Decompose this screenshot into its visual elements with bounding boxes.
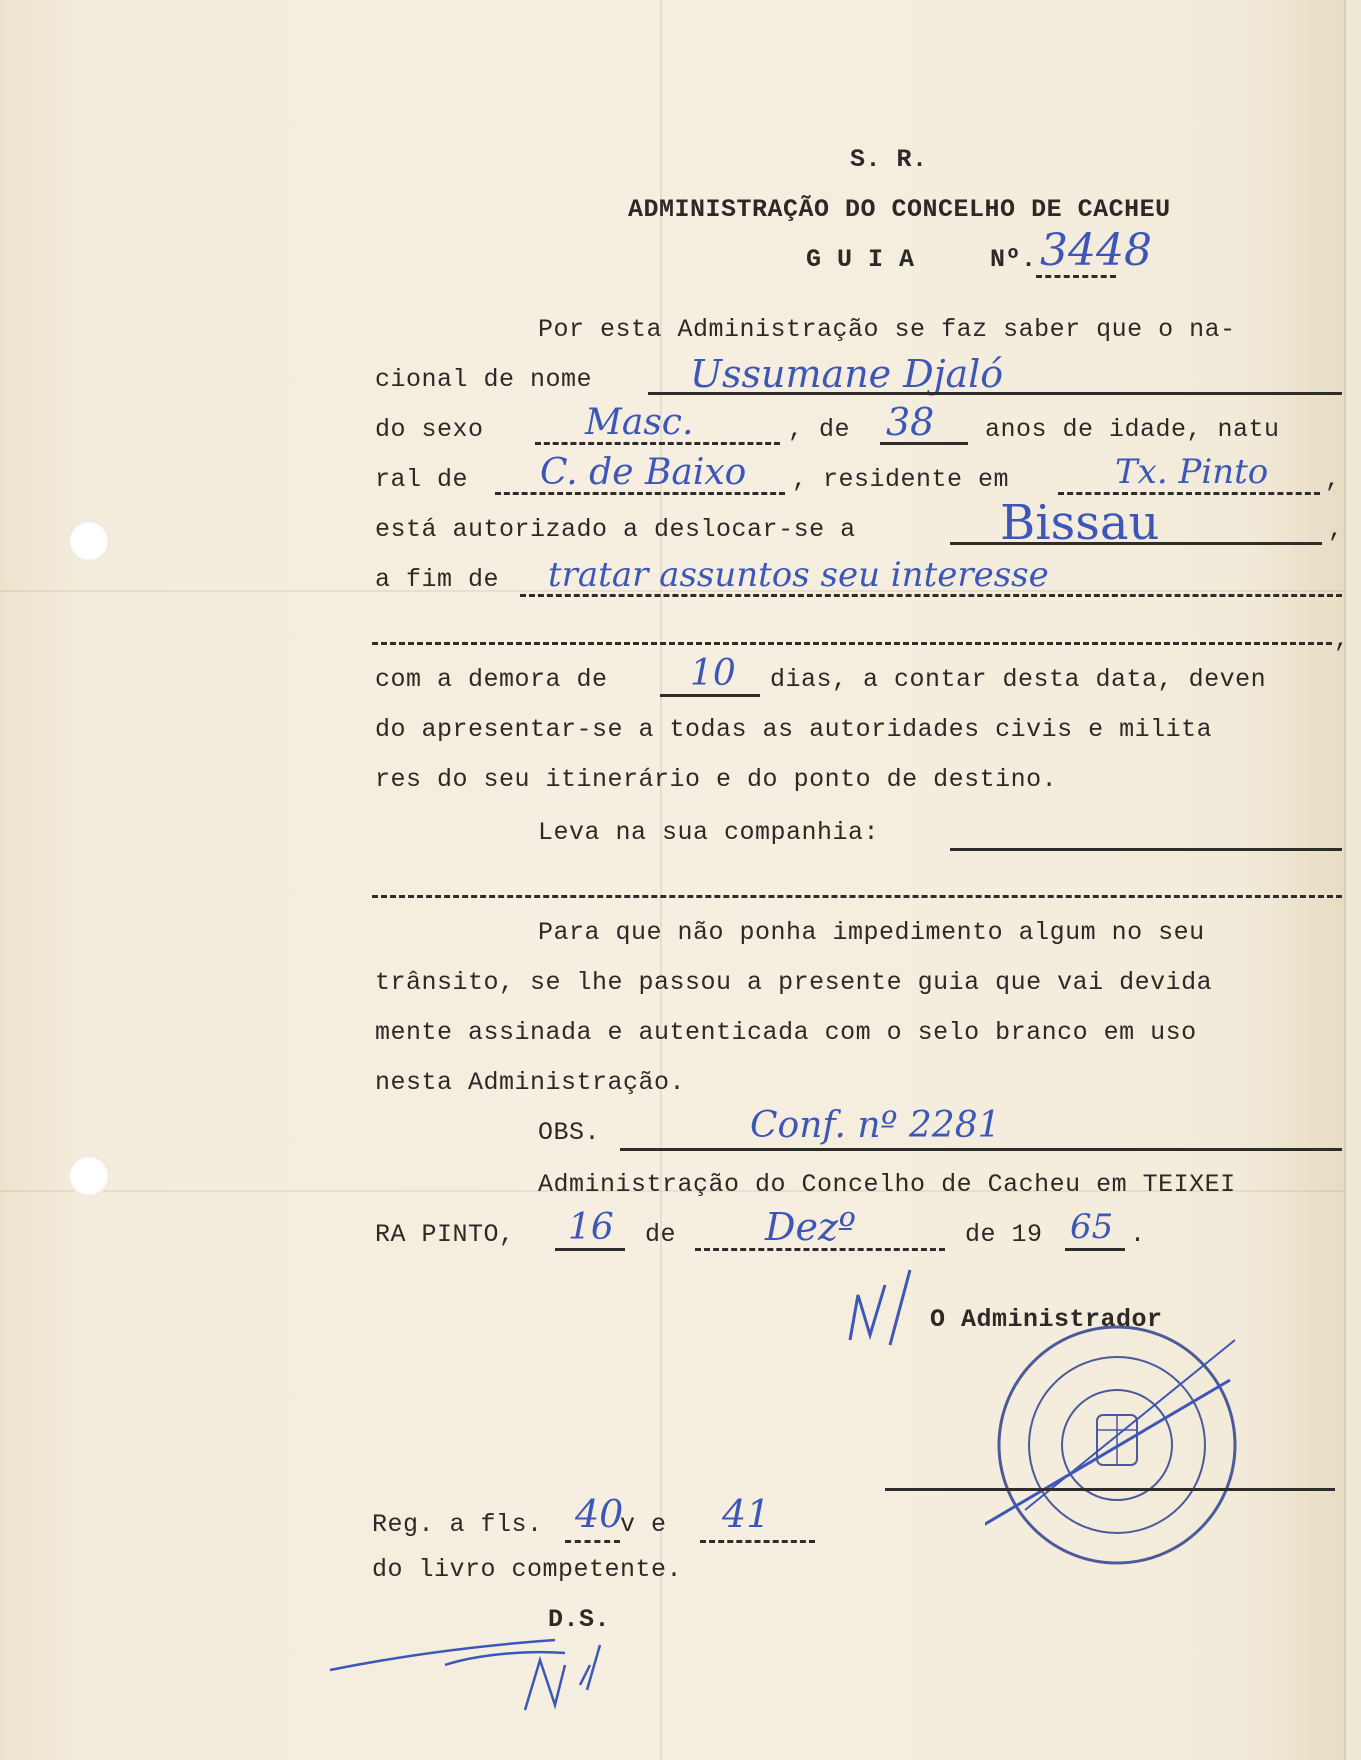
guia-number-line (1036, 275, 1116, 278)
body-line: do apresentar-se a todas as autoridades civis e milita (375, 715, 1213, 744)
body-line: Para que não ponha impedimento algum no seu (538, 918, 1205, 947)
days-label: com a demora de (375, 665, 608, 694)
day-value: 16 (568, 1207, 614, 1248)
place-label: RA PINTO, (375, 1220, 515, 1249)
destination-line (950, 542, 1322, 545)
purpose-label: a fim de (375, 565, 500, 594)
residence-label: , residente em (792, 465, 1010, 494)
purpose-line (520, 594, 1342, 597)
official-seal-stamp (985, 1320, 1250, 1570)
punch-hole (68, 520, 110, 562)
guia-label: G U I A (806, 245, 915, 274)
month-line (695, 1248, 945, 1251)
obs-label: OBS. (538, 1118, 601, 1147)
body-line: Por esta Administração se faz saber que o na- (538, 315, 1236, 344)
purpose-value: tratar assuntos seu interesse (548, 555, 1049, 595)
administrator-label: O Administrador (930, 1305, 1163, 1334)
company-label: Leva na sua companhia: (538, 818, 880, 847)
body-line: nesta Administração. (375, 1068, 686, 1097)
body-line: anos de idade, natu (985, 415, 1280, 444)
year-label: de 19 (965, 1220, 1043, 1249)
sex-value: Masc. (585, 402, 694, 443)
administrator-initials-signature (840, 1265, 920, 1355)
registry-page-1: 40 (575, 1492, 624, 1536)
origin-line (495, 492, 785, 495)
name-value: Ussumane Djaló (690, 352, 1004, 396)
residence-value: Tx. Pinto (1115, 452, 1269, 492)
obs-line (620, 1148, 1342, 1151)
days-line (660, 694, 760, 697)
header-sr: S. R. (850, 145, 928, 174)
sex-label: do sexo (375, 415, 484, 444)
header-administration: ADMINISTRAÇÃO DO CONCELHO DE CACHEU (628, 195, 1171, 224)
day-line (555, 1248, 625, 1251)
comma: , (1328, 515, 1344, 544)
name-line (648, 392, 1342, 395)
year-line (1065, 1248, 1125, 1251)
registry-book-label: do livro competente. (372, 1555, 683, 1584)
body-line: dias, a contar desta data, deven (770, 665, 1267, 694)
year-value: 65 (1070, 1207, 1114, 1247)
registry-line-2 (700, 1540, 815, 1543)
age-label: , de (788, 415, 851, 444)
registry-page-2: 41 (722, 1492, 771, 1536)
date-of-label: de (645, 1220, 677, 1249)
destination-label: está autorizado a deslocar-se a (375, 515, 856, 544)
body-line: mente assinada e autenticada com o selo branco em uso (375, 1018, 1197, 1047)
purpose-line-continued (372, 642, 1332, 645)
origin-value: C. de Baixo (540, 452, 747, 493)
name-label: cional de nome (375, 365, 593, 394)
sex-line (535, 442, 780, 445)
period: . (1130, 1220, 1146, 1249)
fold-crease-vertical (660, 0, 662, 1760)
registry-and-label: v e (620, 1510, 667, 1539)
guia-number-label: Nº. (990, 245, 1037, 274)
comma: , (1325, 465, 1341, 494)
ds-label: D.S. (548, 1605, 611, 1634)
guia-number-value: 3448 (1040, 225, 1152, 276)
administrator-signature-line (885, 1488, 1335, 1491)
company-line-continued (372, 895, 1342, 898)
comma: , (1334, 625, 1350, 654)
days-value: 10 (690, 653, 736, 694)
body-line: Administração do Concelho de Cacheu em TEIXEI (538, 1170, 1236, 1199)
obs-value: Conf. nº 2281 (750, 1105, 1001, 1146)
registry-line-1 (565, 1540, 620, 1543)
age-line (880, 442, 968, 445)
ds-signature (325, 1615, 695, 1725)
company-line (950, 848, 1342, 851)
registry-label: Reg. a fls. (372, 1510, 543, 1539)
month-value: Dezº (765, 1205, 856, 1249)
body-line: res do seu itinerário e do ponto de destino. (375, 765, 1058, 794)
destination-value: Bissau (1000, 495, 1160, 551)
body-line: trânsito, se lhe passou a presente guia que vai devida (375, 968, 1213, 997)
punch-hole (68, 1155, 110, 1197)
origin-label: ral de (375, 465, 469, 494)
age-value: 38 (886, 400, 935, 444)
